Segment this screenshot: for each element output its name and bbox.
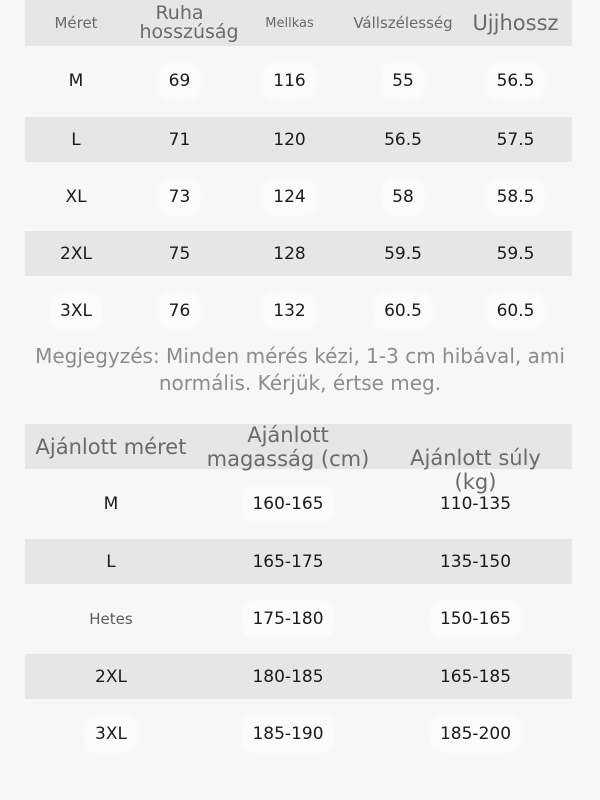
header-recommended-weight: Ajánlott súly (kg) xyxy=(410,446,541,494)
height-cell: 175-180 xyxy=(243,602,332,636)
shoulder-cell: 60.5 xyxy=(375,294,431,328)
height-cell: 185-190 xyxy=(243,717,332,751)
length-cell: 75 xyxy=(168,243,191,264)
weight-cell: 185-200 xyxy=(431,717,520,751)
length-cell: 69 xyxy=(160,64,200,98)
recommend-table-header xyxy=(25,422,572,494)
table-row xyxy=(25,481,572,526)
weight-cell: 165-185 xyxy=(439,666,512,687)
size-cell: 2XL xyxy=(60,243,92,264)
shoulder-cell: 58 xyxy=(383,180,423,214)
shoulder-cell: 55 xyxy=(383,64,423,98)
header-length: Ruha hosszúság xyxy=(139,2,239,43)
header-recommended-size: Ajánlott méret xyxy=(35,434,187,459)
height-cell: 180-185 xyxy=(252,666,324,687)
height-cell: 160-165 xyxy=(243,487,332,521)
size-table-header xyxy=(25,0,572,46)
size-cell: XL xyxy=(65,187,87,207)
sleeve-cell: 56.5 xyxy=(488,64,544,98)
size-cell: 2XL xyxy=(95,666,127,687)
table-row xyxy=(25,288,572,334)
chest-cell: 124 xyxy=(264,180,314,214)
sleeve-cell: 58.5 xyxy=(488,180,544,214)
header-chest: Mellkas xyxy=(265,15,314,31)
table-row xyxy=(25,654,572,699)
shoulder-cell: 56.5 xyxy=(384,129,422,150)
weight-cell: 135-150 xyxy=(439,551,512,572)
weight-cell: 150-165 xyxy=(431,602,520,636)
table-row xyxy=(25,58,572,104)
header-sleeve: Ujjhossz xyxy=(472,11,559,35)
chest-cell: 116 xyxy=(264,64,314,98)
size-cell: M xyxy=(68,71,84,91)
size-cell: Hetes xyxy=(89,609,133,628)
measurement-note: Megjegyzés: Minden mérés kézi, 1-3 cm hibával, ami normális. Kérjük, értse meg. xyxy=(35,344,565,395)
length-cell: 73 xyxy=(160,180,200,214)
table-row xyxy=(25,596,572,641)
table-row xyxy=(25,174,572,220)
table-row xyxy=(25,231,572,276)
size-cell: L xyxy=(106,551,116,572)
length-cell: 76 xyxy=(160,294,200,328)
header-size: Méret xyxy=(54,13,98,32)
size-cell: 3XL xyxy=(51,294,101,328)
sleeve-cell: 60.5 xyxy=(488,294,544,328)
chest-cell: 128 xyxy=(273,243,306,264)
sleeve-cell: 57.5 xyxy=(496,129,535,150)
shoulder-cell: 59.5 xyxy=(384,243,422,264)
table-row xyxy=(25,711,572,756)
header-shoulder: Vállszélesség xyxy=(353,13,453,32)
length-cell: 71 xyxy=(168,129,191,150)
table-row xyxy=(25,539,572,584)
size-cell: L xyxy=(71,129,81,150)
height-cell: 165-175 xyxy=(252,551,324,572)
table-row xyxy=(25,117,572,162)
chest-cell: 120 xyxy=(273,129,306,150)
header-recommended-height: Ajánlott magasság (cm) xyxy=(206,422,370,471)
size-cell: 3XL xyxy=(86,717,136,751)
size-cell: M xyxy=(103,493,119,514)
chest-cell: 132 xyxy=(264,294,314,328)
weight-cell: 110-135 xyxy=(439,493,512,514)
sleeve-cell: 59.5 xyxy=(496,243,535,264)
